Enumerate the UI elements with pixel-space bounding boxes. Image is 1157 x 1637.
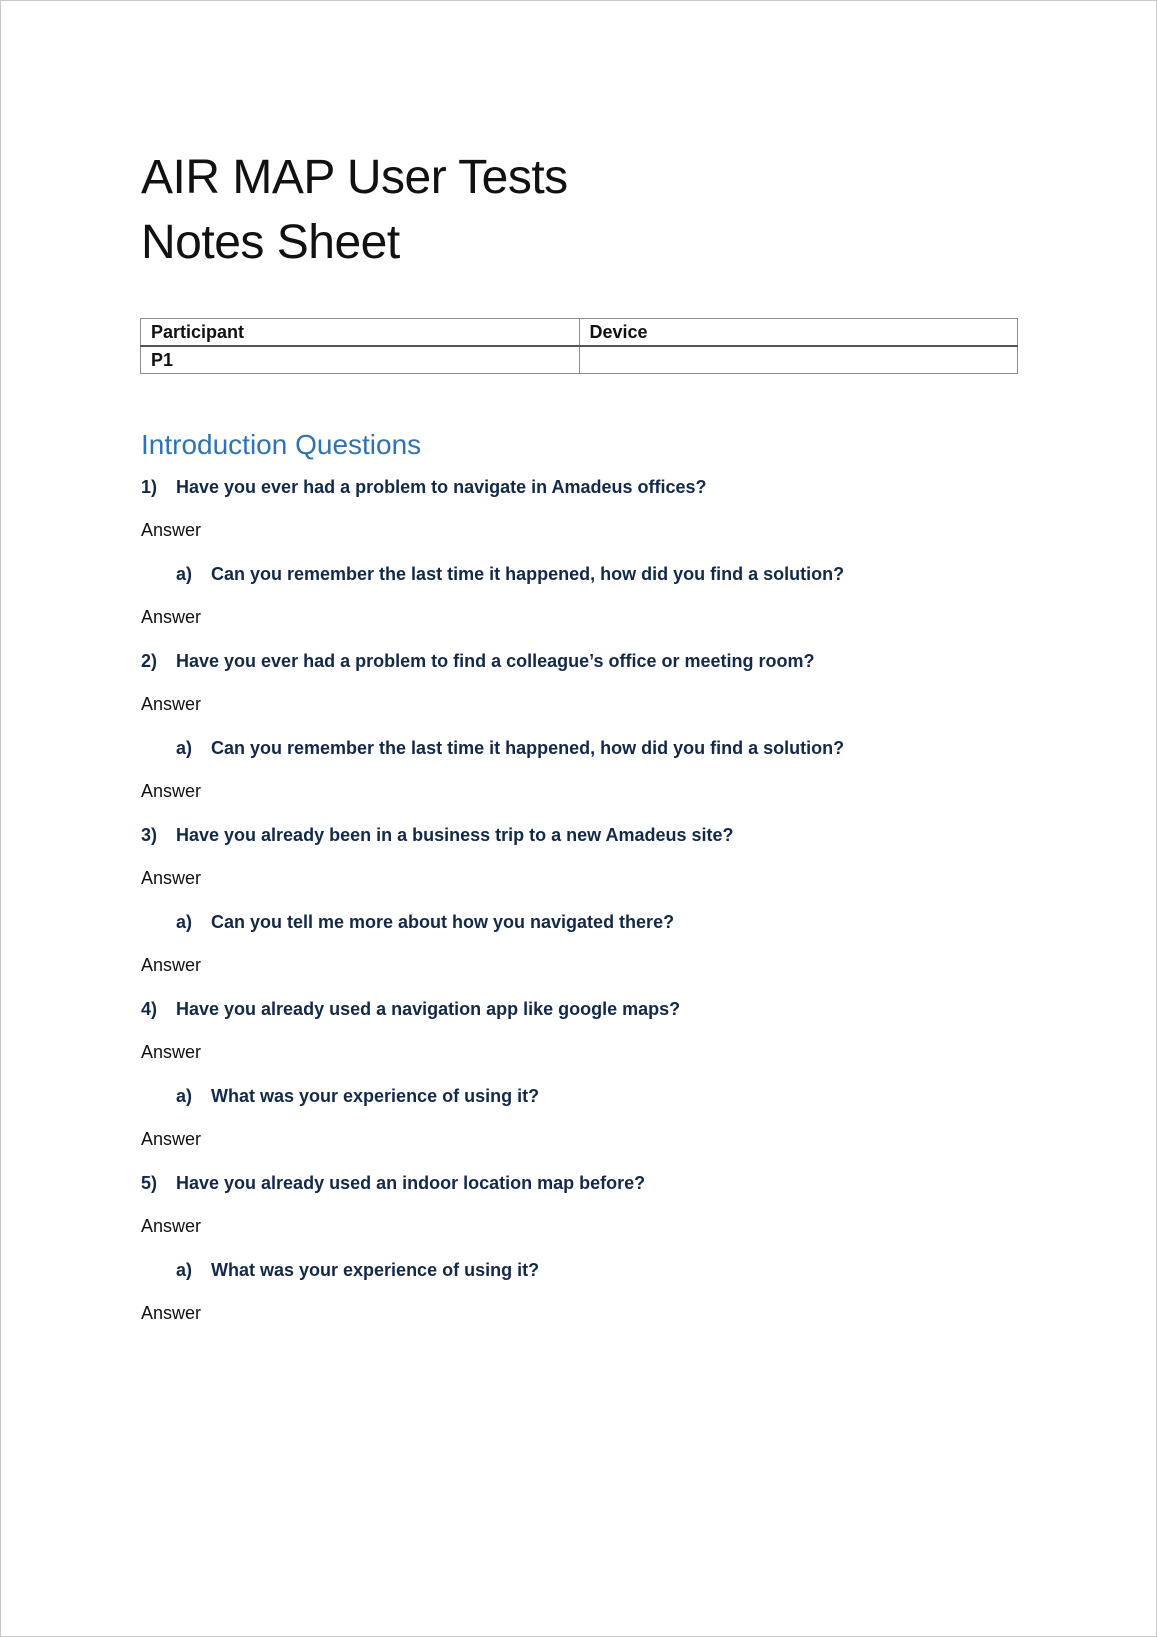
participant-header: Participant <box>141 319 580 347</box>
sub-question-letter: a) <box>176 912 193 932</box>
table-header-row <box>141 319 1018 347</box>
title-line-2: Notes Sheet <box>141 216 400 269</box>
sub-question-text: What was your experience of using it? <box>211 1086 540 1106</box>
answer-field[interactable]: Answer <box>141 868 202 888</box>
question-2 <box>141 639 1021 683</box>
sub-question-letter: a) <box>176 564 193 584</box>
sub-question-letter: a) <box>176 738 193 758</box>
question-text: Have you already used an indoor location map before? <box>176 1173 646 1193</box>
answer-field[interactable]: Answer <box>141 694 202 714</box>
sub-question-5a <box>141 1248 1021 1292</box>
answer-field[interactable]: Answer <box>141 520 202 540</box>
sub-question-text: Can you tell me more about how you navigated there? <box>211 912 675 932</box>
sub-question-text: Can you remember the last time it happened, how did you find a solution? <box>211 738 845 758</box>
answer-field[interactable]: Answer <box>141 607 202 627</box>
device-header: Device <box>579 319 1018 347</box>
question-1 <box>141 465 1021 509</box>
question-5 <box>141 1161 1021 1205</box>
question-number: 3) <box>141 825 158 845</box>
question-3 <box>141 813 1021 857</box>
device-cell[interactable] <box>579 346 1018 374</box>
question-number: 4) <box>141 999 158 1019</box>
question-number: 5) <box>141 1173 158 1193</box>
sub-question-3a <box>141 900 1021 944</box>
question-4 <box>141 987 1021 1031</box>
sub-question-text: What was your experience of using it? <box>211 1260 540 1280</box>
sub-question-letter: a) <box>176 1086 193 1106</box>
participant-table <box>140 318 1018 374</box>
question-text: Have you ever had a problem to find a colleague’s office or meeting room? <box>176 651 815 671</box>
table-row <box>141 346 1018 374</box>
sub-question-text: Can you remember the last time it happened, how did you find a solution? <box>211 564 845 584</box>
sub-question-letter: a) <box>176 1260 193 1280</box>
sub-question-1a <box>141 552 1021 596</box>
title-line-1: AIR MAP User Tests <box>141 151 568 204</box>
answer-field[interactable]: Answer <box>141 781 202 801</box>
answer-field[interactable]: Answer <box>141 1129 202 1149</box>
sub-question-4a <box>141 1074 1021 1118</box>
question-text: Have you already been in a business trip to a new Amadeus site? <box>176 825 734 845</box>
answer-field[interactable]: Answer <box>141 955 202 975</box>
question-text: Have you already used a navigation app like google maps? <box>176 999 681 1019</box>
question-number: 2) <box>141 651 158 671</box>
sub-question-2a <box>141 726 1021 770</box>
question-text: Have you ever had a problem to navigate in Amadeus offices? <box>176 477 707 497</box>
answer-field[interactable]: Answer <box>141 1042 202 1062</box>
question-list <box>141 465 1021 1335</box>
answer-field[interactable]: Answer <box>141 1303 202 1323</box>
document-title <box>141 145 568 275</box>
participant-cell[interactable]: P1 <box>141 346 580 374</box>
answer-field[interactable]: Answer <box>141 1216 202 1236</box>
section-heading: Introduction Questions <box>141 429 422 460</box>
question-number: 1) <box>141 477 158 497</box>
